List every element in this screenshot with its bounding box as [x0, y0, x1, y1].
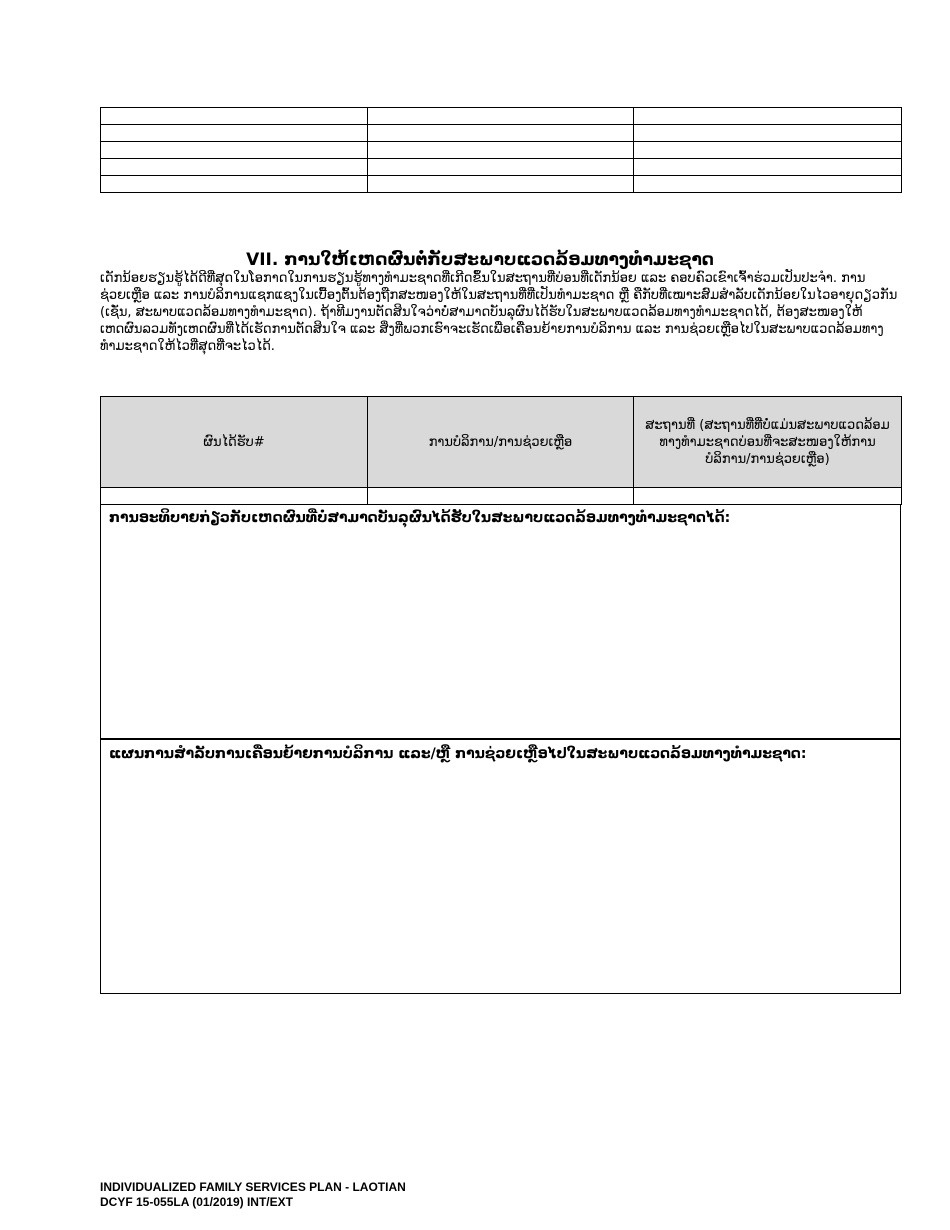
table-cell[interactable] [368, 159, 634, 176]
continuation-table [100, 107, 902, 193]
table-header-row [101, 397, 902, 488]
table-cell[interactable] [634, 159, 902, 176]
table-row [101, 142, 902, 159]
table-cell[interactable] [368, 108, 634, 125]
justification-label: ການອະທິບາຍກ່ຽວກັບເຫດຜົນທີ່ບໍ່ສາມາດບັນລຸຜົນໄດ້ຮັບໃນສະພາບແວດລ້ອມທາງທໍາມະຊາດໄດ້: [109, 510, 731, 526]
table-row [101, 488, 902, 505]
table-cell[interactable] [101, 159, 368, 176]
table-cell[interactable] [101, 176, 368, 193]
justification-box[interactable] [100, 504, 901, 739]
table-cell[interactable] [634, 142, 902, 159]
header-location: ສະຖານທີ່ (ສະຖານທີ່ທີ່ບໍ່ແມ່ນສະພາບແວດລ້ອມທາງທໍາມະຊາດບ່ອນທີ່ຈະສະໜອງໃຫ້ການບໍລິການ/ການຊ່ວຍເຫຼືອ) [634, 397, 902, 488]
transition-plan-box[interactable] [100, 739, 901, 994]
table-cell[interactable] [368, 125, 634, 142]
service-support-cell[interactable] [368, 488, 634, 505]
table-row [101, 108, 902, 125]
header-service-support: ການບໍລິການ/ການຊ່ວຍເຫຼືອ [368, 397, 634, 488]
table-row [101, 176, 902, 193]
table-cell[interactable] [101, 142, 368, 159]
table-cell[interactable] [634, 108, 902, 125]
table-cell[interactable] [368, 176, 634, 193]
table-cell[interactable] [634, 125, 902, 142]
table-row [101, 125, 902, 142]
table-cell[interactable] [634, 176, 902, 193]
table-cell[interactable] [368, 142, 634, 159]
outcome-number-cell[interactable] [101, 488, 368, 505]
table-cell[interactable] [101, 125, 368, 142]
section-title: VII. ການໃຫ້ເຫດຜົນຕໍ່ກັບສະພາບແວດລ້ອມທາງທໍາມະຊາດ [246, 250, 714, 270]
header-outcome-number: ຜົນໄດ້ຮັບ# [101, 397, 368, 488]
table-cell[interactable] [101, 108, 368, 125]
location-cell[interactable] [634, 488, 902, 505]
form-title: INDIVIDUALIZED FAMILY SERVICES PLAN - LAOTIAN [100, 1180, 406, 1194]
footer [100, 1180, 406, 1210]
table-row [101, 159, 902, 176]
form-number: DCYF 15-055LA (01/2019) INT/EXT [100, 1195, 293, 1209]
section-intro: ເດັກນ້ອຍຮຽນຮູ້ໄດ້ດີທີ່ສຸດໃນໂອກາດໃນການຮຽນຮູ້ທາງທໍາມະຊາດທີ່ເກີດຂຶ້ນໃນສະຖານທີ່ບ່ອນທີ່ເດັກນ້ອຍ ແລະ ຄອບຄົວເຂົາເຈົ້າຮ່ວມເປັນປະຈໍາ. ການຊ່ວຍເຫຼືອ ແລະ ການບໍລິການແຊກແຊງໃນເບື້ອງຕົ້ນຕ້ອງຖືກສະໜອງໃຫ້ໃນສະຖານທີ່ທີ່ເປັນທໍາມະຊາດ ຫຼື ຄືກັບທີ່ເໝາະສົມສໍາລັບເດັກນ້ອຍໃນໄວອາຍຸດຽວກັນ (ເຊັ່ນ, ສະພາບແວດລ້ອມທາງທໍາມະຊາດ). ຖ້າທີມງານຕັດສິນໃຈວ່າບໍ່ສາມາດບັນລຸຜົນໄດ້ຮັບໃນສະພາບແວດລ້ອມທາງທໍາມະຊາດໄດ້, ຕ້ອງສະໜອງໃຫ້ເຫດຜົນລວມທັງເຫດຜົນທີ່ໄດ້ເຮັດການຕັດສິນໃຈ ແລະ ສິ່ງທີ່ພວກເຮົາຈະເຮັດເພື່ອເຄື່ອນຍ້າຍການບໍລິການ ແລະ ການຊ່ວຍເຫຼືອໄປໃນສະພາບແວດລ້ອມທາງທໍາມະຊາດໃຫ້ໄວທີ່ສຸດທີ່ຈະໄວໄດ້. [100, 271, 898, 354]
services-table [100, 396, 902, 505]
transition-plan-label: ແຜນການສໍາລັບການເຄື່ອນຍ້າຍການບໍລິການ ແລະ/ຫຼື ການຊ່ວຍເຫຼືອໄປໃນສະພາບແວດລ້ອມທາງທໍາມະຊາດ: [109, 746, 807, 762]
